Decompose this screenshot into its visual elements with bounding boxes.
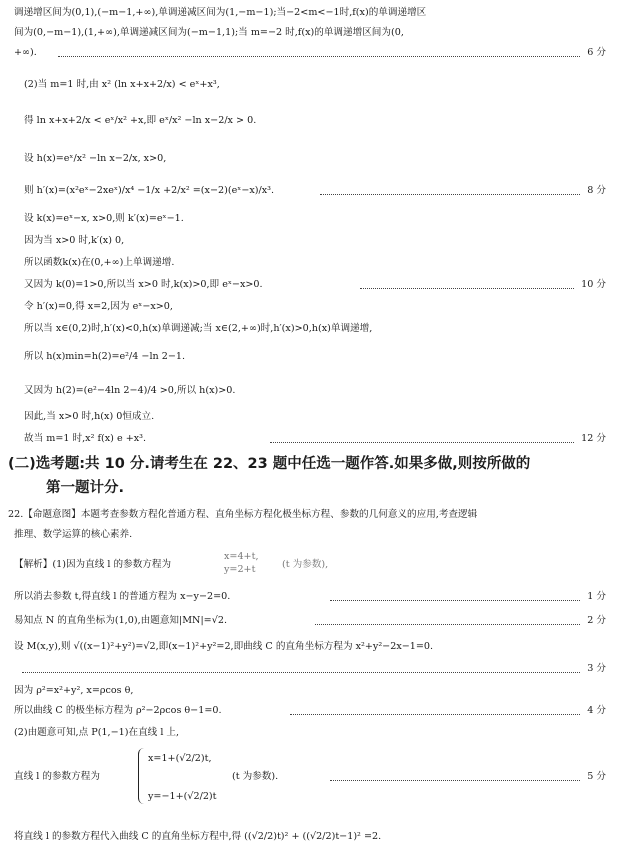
text-line: 所以 h(x)min=h(2)=e²/4 −ln 2−1.	[24, 351, 186, 362]
text-line: 令 h′(x)=0,得 x=2,因为 eˣ−x>0,	[24, 301, 173, 312]
text-line: 因此,当 x>0 时,h(x) 0恒成立.	[24, 411, 155, 422]
score-3: 3 分	[583, 662, 606, 675]
section-heading-cont: 第一题计分.	[46, 480, 125, 496]
param-eq-blurred: x=4+t, y=2+t	[224, 551, 259, 575]
score-1: 1 分	[583, 590, 606, 603]
analysis-start: 【解析】(1)因为直线 l 的参数方程为	[14, 559, 172, 570]
param-eq-x: x=1+(√2/2)t,	[148, 753, 212, 764]
leader-dots	[360, 288, 574, 289]
text-line: 所以消去参数 t,得直线 l 的普通方程为 x−y−2=0.	[14, 591, 231, 602]
text-line: (t 为参数).	[232, 771, 279, 782]
score-5: 5 分	[583, 770, 606, 783]
leader-dots	[330, 780, 580, 781]
text-line: 因为当 x>0 时,k′(x) 0,	[24, 235, 125, 246]
section-heading: (二)选考题:共 10 分.请考生在 22、23 题中任选一题作答.如果多做,则按所做的	[8, 456, 531, 472]
text-line: +∞).	[14, 47, 37, 58]
text-line: 设 h(x)=eˣ/x² −ln x−2/x, x>0,	[24, 153, 167, 164]
leader-dots	[270, 442, 574, 443]
param-eq-y: y=−1+(√2/2)t	[148, 791, 217, 802]
text-line: 直线 l 的参数方程为	[14, 771, 100, 782]
text-line: 调递增区间为(0,1),(−m−1,+∞),单调递减区间为(1,−m−1);当−2<m<−1时,f(x)的单调递增区	[14, 7, 427, 18]
score-12: 12 分	[577, 432, 606, 445]
text-line: 所以函数k(x)在(0,+∞)上单调递增.	[24, 257, 175, 268]
leader-dots	[58, 56, 580, 57]
score-6: 6 分	[583, 46, 606, 59]
text-line: (t 为参数),	[282, 559, 329, 570]
leader-dots	[22, 672, 580, 673]
leader-dots	[315, 624, 580, 625]
text-line: 所以曲线 C 的极坐标方程为 ρ²−2ρcos θ−1=0.	[14, 705, 222, 716]
text-line: 间为(0,−m−1),(1,+∞),单调递减区间为(−m−1,1);当 m=−2 时,f(x)的单调递增区间为(0,	[14, 27, 404, 38]
leader-dots	[330, 600, 580, 601]
leader-dots	[290, 714, 580, 715]
leader-dots	[320, 194, 580, 195]
score-4: 4 分	[583, 704, 606, 717]
text-line: (2)当 m=1 时,由 x² (ln x+x+2/x) < eˣ+x³,	[24, 79, 220, 90]
text-line: 所以当 x∈(0,2)时,h′(x)<0,h(x)单调递减;当 x∈(2,+∞)时,h′(x)>0,h(x)单调递增,	[24, 323, 373, 334]
text-line: 因为 ρ²=x²+y², x=ρcos θ,	[14, 685, 134, 696]
score-2: 2 分	[583, 614, 606, 627]
text-line: 又因为 h(2)=(e²−4ln 2−4)/4 >0,所以 h(x)>0.	[24, 385, 236, 396]
score-8: 8 分	[583, 184, 606, 197]
score-10: 10 分	[577, 278, 606, 291]
question-intent: 22.【命题意图】本题考查参数方程化普通方程、直角坐标方程化极坐标方程、参数的几何意义的应用,考查逻辑	[8, 509, 478, 520]
text-line: 设 k(x)=eˣ−x, x>0,则 k′(x)=eˣ−1.	[24, 213, 184, 224]
equation-brace	[138, 748, 145, 804]
text-line: 故当 m=1 时,x² f(x) e +x³.	[24, 433, 147, 444]
text-line: 易知点 N 的直角坐标为(1,0),由题意知|MN|=√2.	[14, 615, 227, 626]
text-line: 设 M(x,y),则 √((x−1)²+y²)=√2,即(x−1)²+y²=2,即曲线 C 的直角坐标方程为 x²+y²−2x−1=0.	[14, 641, 434, 652]
question-intent-cont: 推理、数学运算的核心素养.	[14, 529, 133, 540]
text-line: 又因为 k(0)=1>0,所以当 x>0 时,k(x)>0,即 eˣ−x>0.	[24, 279, 263, 290]
text-line: 则 h′(x)=(x²eˣ−2xeˣ)/x⁴ −1/x +2/x² =(x−2)(eˣ−x)/x³.	[24, 185, 275, 196]
text-line: 得 ln x+x+2/x < eˣ/x² +x,即 eˣ/x² −ln x−2/x > 0.	[24, 115, 257, 126]
text-line: (2)由题意可知,点 P(1,−1)在直线 l 上,	[14, 727, 180, 738]
text-line: 将直线 l 的参数方程代入曲线 C 的直角坐标方程中,得 ((√2/2)t)² + ((√2/2)t−1)² =2.	[14, 831, 382, 842]
